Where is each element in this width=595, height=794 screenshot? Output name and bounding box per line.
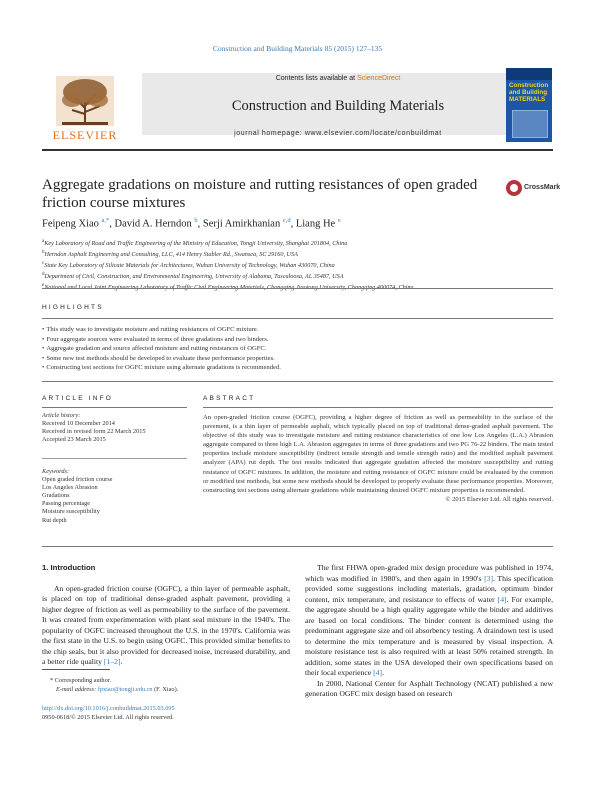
divider (42, 407, 187, 408)
contents-line (142, 75, 534, 82)
keyword-item: Open graded friction course (42, 476, 113, 484)
keyword-item: Moisture susceptibility (42, 508, 100, 516)
crossmark-icon (506, 180, 522, 196)
citation-link[interactable]: [4] (373, 668, 383, 677)
keyword-item: Rut depth (42, 516, 67, 524)
history-received: Received 10 December 2014 (42, 420, 115, 427)
citation-link[interactable]: [4] (497, 594, 507, 604)
highlight-item: • Some new test methods should be developed to evaluate these performance properties. (42, 354, 553, 364)
highlights-heading: HIGHLIGHTS (42, 304, 104, 311)
history-revised: Received in revised form 22 March 2015 (42, 428, 146, 435)
author-affil-mark[interactable]: b (194, 217, 198, 224)
contents-prefix: Contents lists available at (275, 75, 358, 82)
affiliation-item: $^a$Key Laboratory of Road and Traffic Engineering of the Ministry of Education, Tongji University, Shanghai 201804, China (42, 239, 348, 248)
author-list: Feipeng Xiao $^{a,*}$, David A. Herndon $^b$, Serji Amirkhanian $^{c,d}$, Liang He $^e$ (42, 217, 341, 230)
footnote (42, 676, 290, 694)
body-column-left (42, 563, 290, 668)
affiliation-item: $^b$Herndon Asphalt Engineering and Consulting, LLC, 414 Henry Stabler Rd., Swansea, SC 29160, USA (42, 250, 298, 259)
divider (42, 288, 553, 289)
affiliation-list (42, 237, 553, 292)
author-name[interactable]: Serji Amirkhanian (202, 218, 281, 230)
affiliation-item: $^c$State Key Laboratory of Silicate Materials for Architectures, Wuhan University of Technology, Wuhan 430070, China (42, 261, 335, 270)
email-line: E-mail address: fpxiao@tongji.edu.cn (F. Xiao). (56, 686, 179, 693)
highlight-item: • Four aggregate sources were evaluated in terms of three gradations and two binders. (42, 335, 553, 345)
author-affil-mark[interactable]: e (337, 217, 341, 224)
issn-line: 0950-0618/© 2015 Elsevier Ltd. All rights reserved. (42, 713, 174, 721)
citation-link[interactable]: [3] (484, 573, 494, 583)
citation-link[interactable]: [1–2] (103, 657, 121, 666)
author-name[interactable]: Feipeng Xiao (42, 218, 99, 230)
journal-homepage[interactable]: journal homepage: www.elsevier.com/locate/conbuildmat (234, 130, 442, 137)
cover-title: Construction and Building MATERIALS (509, 82, 549, 103)
sciencedirect-link[interactable]: ScienceDirect (357, 75, 401, 82)
highlight-item: • Aggregate gradation and source affected moisture and rutting resistances of OGFC. (42, 344, 553, 354)
email-link[interactable]: fpxiao@tongji.edu.cn (97, 686, 153, 693)
divider (203, 407, 553, 408)
author-affil-mark[interactable]: c,d (282, 217, 291, 224)
crossmark-badge[interactable] (506, 180, 561, 198)
section-heading: 1. Introduction (42, 563, 96, 572)
cover-band (506, 68, 552, 80)
author-affil-mark[interactable]: a,* (101, 217, 110, 224)
abstract-body (203, 413, 553, 504)
footnote-rule (42, 669, 110, 670)
journal-header (42, 68, 590, 146)
corresponding-author-note: * Corresponding author. (50, 677, 112, 684)
abstract-copyright: © 2015 Elsevier Ltd. All rights reserved. (445, 495, 553, 503)
highlight-item: • This study was to investigate moisture and rutting resistances of OGFC mixture. (42, 325, 553, 335)
paper-title: Aggregate gradations on moisture and rutting resistances of open graded friction course mixtures (42, 177, 478, 211)
history-accepted: Accepted 23 March 2015 (42, 436, 106, 443)
keyword-item: Gradations (42, 492, 70, 500)
crossmark-label: CrossMark (524, 184, 561, 191)
abstract-heading: ABSTRACT (203, 395, 256, 402)
keyword-item: Los Angeles Abrasion (42, 484, 98, 492)
keywords-heading: Keywords: (42, 468, 70, 475)
publisher-name: ELSEVIER (52, 128, 118, 142)
body-column-right (305, 563, 553, 700)
divider (42, 318, 553, 319)
doi-block (42, 705, 290, 722)
journal-cover-image (506, 68, 552, 142)
journal-title: Construction and Building Materials (231, 98, 445, 114)
article-info-heading: ARTICLE INFO (42, 395, 114, 402)
body-paragraph: In 2000, National Center for Asphalt Technology (NCAT) published a new generation OGFC mix design based on research (305, 678, 553, 698)
header-rule (42, 149, 553, 151)
highlights-list (42, 325, 553, 373)
abstract-text: An open-graded friction course (OGFC), providing a higher degree of friction as well as permeability to the surface of the pavement, is a thin layer of permeable asphalt, which typically placed on top of traditional dense-graded asphalt pavement. The objective of this study was to investigate moisture and rutting resistance characteristics of one low Los Angeles (L.A.) Abrasion aggregate compared to three high L.A. Abrasion aggregates in terms of three gradations and two PG 76-22 binders. The main tested properties include moisture susceptibility (indirect tensile strength and tensile strength ratio) and the modified asphalt pavement analyzer (APA) rut depth. The test results indicated that aggregate gradation affected the moisture susceptibility and rutting resistance of OGFC mixtures. In addition, the moisture and rutting resistance of OGFC mixture could be evaluated by the common or modified test methods, but some new methods should be developed to properly evaluate these performance properties. Moreover, constructing test sections using alternate gradations while maintaining desired OGFC mixture properties is recommended. (203, 414, 553, 494)
keyword-item: Passing percentage (42, 500, 91, 508)
article-history (42, 412, 187, 444)
affiliation-item: $^d$Department of Civil, Construction, and Environmental Engineering, University of Alabama, Tuscaloosa, AL 35487, USA (42, 272, 344, 281)
affiliation-item: $^e$National and Local Joint Engineering Laboratory of Traffic Civil Engineering Materials, Chongqing Jiaotong University, Chongqing 400074, China (42, 283, 414, 292)
doi-link[interactable]: http://dx.doi.org/10.1016/j.conbuildmat.2015.03.095 (42, 705, 175, 712)
journal-reference[interactable]: Construction and Building Materials 85 (2015) 127–135 (212, 44, 383, 53)
keyword-list (42, 468, 187, 525)
body-paragraph: The first FHWA open-graded mix design procedure was published in 1974, which was modified in 1980's, and then again in 1990's [3]. This specification provided some suggestions including materials, gradation, optimum binder content, mix temperature, and resistance to effects of water [4]. For example, the aggregate should be a high quality aggregate while the binder and additives are based on local conditions. The binder content is determined using the predominant aggregate size and oil absorbency testing. A draindown test is used to determine the mix temperature and is measured by visual inspection. A moisture resistance test is also required with at least 50% retained strength. In addition, some states in the USA developed their own specifications based on their local experience [4]. (305, 563, 554, 677)
author-name[interactable]: Liang He (295, 218, 336, 230)
divider (42, 381, 553, 382)
divider (42, 458, 187, 459)
author-name[interactable]: David A. Herndon (114, 218, 192, 230)
history-heading: Article history: (42, 412, 81, 419)
body-paragraph: An open-graded friction course (OGFC), a thin layer of permeable asphalt, is placed on top of traditional dense-graded asphalt pavement, providing a higher degree of friction as well as permeability to the surface of the pavement. It was created from experimentation with plant seal mixture in the 1940's. The popularity of OGFC increased throughout the U.S. in the 1970's. California was the first state in the U.S. to begin using OGFC. This provided similar benefits to the chip seals, but it also provided for decreased noise, increased durability, and a better ride quality [1–2]. (42, 583, 290, 666)
divider (42, 546, 553, 547)
highlight-item: • Constructing test sections for OGFC mixture using alternate gradations is recommended. (42, 363, 553, 373)
cover-photo (512, 110, 548, 138)
